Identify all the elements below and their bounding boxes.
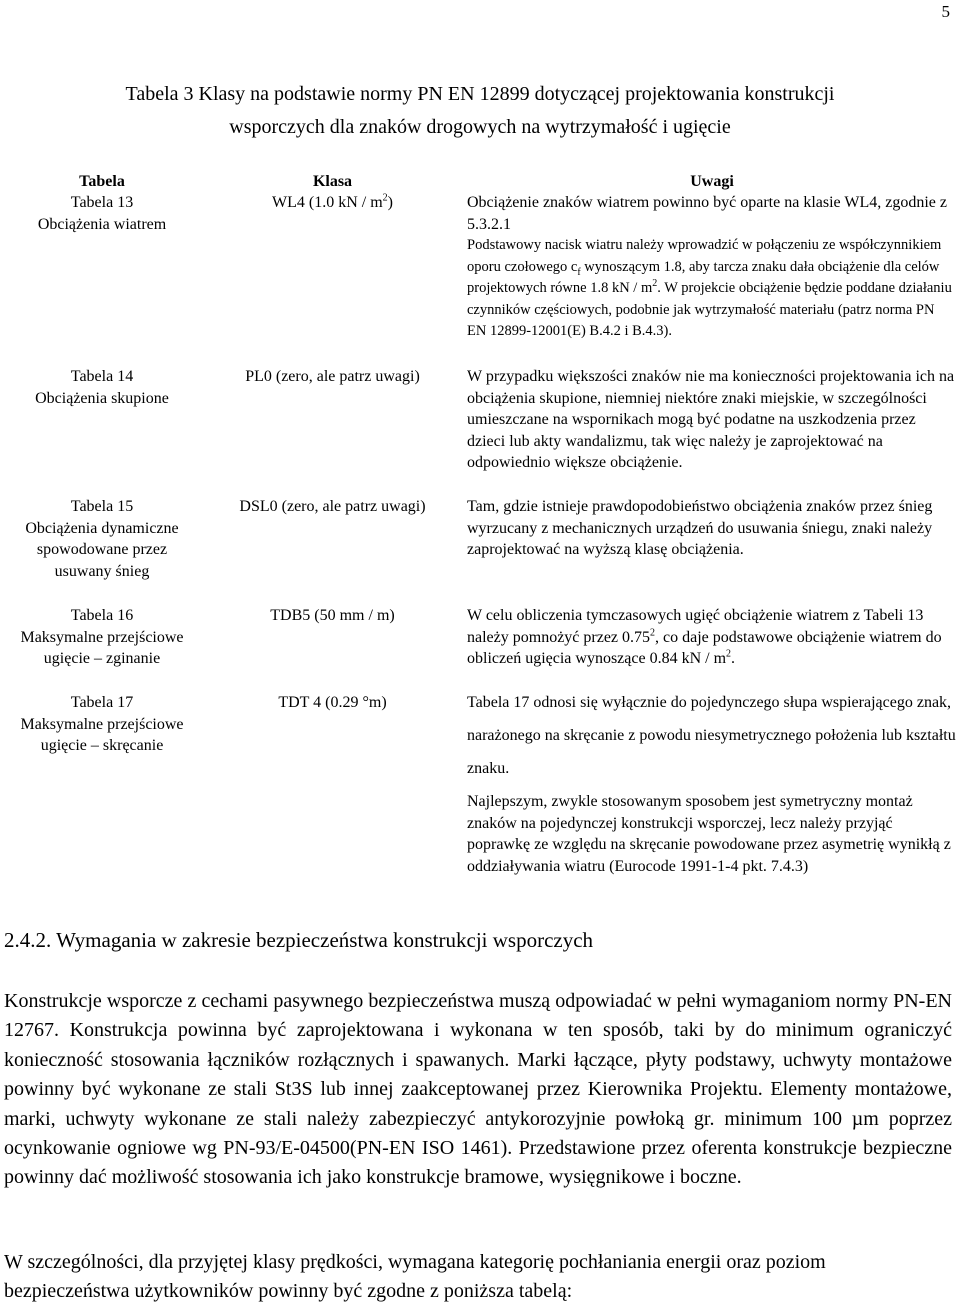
row-13-uwagi-b-text-2: wynoszącym 1.8, aby tarcza znaku dała obciążenie dla celów projektowych równe 1.8 kN / m (467, 258, 940, 296)
row-13-tabela-line-1: Tabela 13 (70, 194, 134, 211)
row-16-klasa: TDB5 (50 mm / m) (270, 607, 395, 624)
row-17-tabela-line-2: Maksymalne przejściowe (20, 715, 184, 733)
row-16-tabela-line-2: Maksymalne przejściowe (20, 628, 184, 646)
row-13-uwagi-b-text-1: Podstawowy nacisk wiatru należy wprowadzić w połączeniu ze współczynnikiem oporu czołowego c (467, 237, 942, 275)
caption-line-1: Tabela 3 Klasy na podstawie normy PN EN 12899 dotyczącej projektowania konstrukcji (125, 83, 835, 105)
row-17-tabela (0, 692, 204, 757)
row-15-klasa: DSL0 (zero, ale patrz uwagi) (239, 498, 426, 515)
row-17-tabela-line-1: Tabela 17 (70, 694, 134, 711)
row-16-uwagi-text-2: , co daje podstawowe obciążenie wiatrem do obliczeń ugięcia wynoszące 0.84 kN / m (467, 628, 942, 667)
row-17-uwagi-a: Tabela 17 odnosi się wyłącznie do pojedynczego słupa wspierającego znak, narażonego na skręcanie z powodu niesymetrycznego położenia lub kształtu znaku. (467, 694, 956, 777)
row-13-klasa-sup: 2 (382, 192, 388, 204)
body-paragraph-2: W szczególności, dla przyjętej klasy prędkości, wymagana kategorię pochłaniania energii oraz poziom bezpieczeństwa użytkowników powinny być zgodne z poniższa tabelą: (4, 1251, 826, 1303)
row-13-uwagi-a (467, 192, 957, 235)
row-16-tabela-line-3: ugięcie – zginanie (43, 650, 161, 667)
row-16-tabela (0, 605, 204, 670)
row-17-tabela-line-3: ugięcie – skręcanie (40, 737, 164, 754)
row-14-klasa: PL0 (zero, ale patrz uwagi) (245, 368, 420, 385)
caption-line-2: wsporczych dla znaków drogowych na wytrzymałość i ugięcie (229, 116, 731, 138)
row-14-tabela (0, 366, 204, 409)
header-tabela: Tabela (79, 173, 125, 190)
row-13-tabela (0, 192, 204, 235)
row-14-tabela-line-1: Tabela 14 (70, 368, 134, 385)
header-uwagi: Uwagi (690, 173, 734, 190)
row-15-tabela-line-3: spowodowane przez (36, 541, 168, 558)
body-paragraph-1: Konstrukcje wsporcze z cechami pasywnego bezpieczeństwa muszą odpowiadać w pełni wymaganiom normy PN-EN 12767. Konstrukcja powinna być zaprojektowana i wykonana w ten sposób, taki by do minimum ograniczyć konieczność stosowania łączników rozłącznych i spawanych. Marki łączące, płyty podstawy, uchwyty montażowe powinny być wykonane ze stali St3S lub innej zaakceptowanej przez Kierownika Projektu. Elementy montażowe, marki, uchwyty wykonane ze stali należy zabezpieczyć antykorozyjnie powłoką gr. minimum 100 µm poprzez ocynkowanie ogniowe wg PN-93/E-04500(PN-EN ISO 1461). Przedstawione przez oferenta konstrukcje bezpieczne powinny dać możliwość stosowania ich jako konstrukcje bramowe, wysięgnikowe i boczne. (4, 990, 952, 1189)
row-13-klasa-text: WL4 (1.0 kN / m (272, 194, 383, 211)
row-15-tabela-line-1: Tabela 15 (70, 498, 134, 515)
row-17-klasa: TDT 4 (0.29 °m) (278, 694, 387, 711)
header-klasa: Klasa (312, 173, 353, 190)
row-13-uwagi-a-text: Obciążenie znaków wiatrem powinno być oparte na klasie WL4, zgodnie z 5.3.2.1 (467, 194, 947, 233)
row-16-uwagi (467, 605, 957, 670)
row-15-tabela-line-2: Obciążenia dynamiczne (25, 519, 179, 537)
row-16-tabela-line-1: Tabela 16 (70, 607, 134, 624)
page-number: 5 (941, 2, 950, 21)
row-13-uwagi-b (467, 235, 957, 343)
row-15-tabela-line-4: usuwany śnieg (54, 562, 150, 580)
row-16-uwagi-text-1: W celu obliczenia tymczasowych ugięć obciążenie wiatrem z Tabeli 13 należy pomnożyć przez 0.75 (467, 607, 924, 646)
row-13-uwagi-b-text-3: . W projekcie obciążenie będzie poddane działaniu czynników częściowych, podobnie jak wytrzymałość materiału (patrz norma PN EN 12899-12001(E) B.4.2 i B.4.3). (467, 280, 952, 339)
row-13-klasa (205, 192, 460, 214)
row-14-uwagi: W przypadku większości znaków nie ma konieczności projektowania ich na obciążenia skupione, niemniej niektóre znaki miejskie, w szczególności umieszczane na wspornikach mogą być podatne na uszkodzenia przez dzieci lub akty wandalizmu, tak więc należy je zaprojektować na odpowiednio większe obciążenie. (467, 368, 955, 471)
row-16-uwagi-sup-1: 2 (650, 627, 656, 639)
row-16-uwagi-sup-2: 2 (726, 648, 732, 660)
row-14-tabela-line-2: Obciążenia skupione (35, 389, 169, 407)
row-13-uwagi-b-sub: f (577, 266, 581, 278)
row-17-uwagi-b: Najlepszym, zwykle stosowanym sposobem jest symetryczny montaż znaków na pojedynczej konstrukcji wsporczej, lecz należy przyjąć poprawkę ze względu na skręcanie powodowane przez asymetrię wynikłą z oddziaływania wiatru (Eurocode 1991-1-4 pkt. 7.4.3) (467, 793, 951, 875)
row-15-tabela (0, 496, 204, 582)
row-15-uwagi: Tam, gdzie istnieje prawdopodobieństwo obciążenia znaków przez śnieg wyrzucany z mechanicznych urządzeń do usuwania śniegu, znaki należy zaprojektować na wyższą klasę obciążenia. (467, 498, 933, 558)
row-13-klasa-close: ) (387, 194, 393, 211)
section-heading: 2.4.2. Wymagania w zakresie bezpieczeństwa konstrukcji wsporczych (4, 928, 594, 952)
row-13-tabela-line-2: Obciążenia wiatrem (37, 215, 167, 233)
row-16-uwagi-text-3: . (731, 650, 736, 667)
row-13-uwagi-b-sup: 2 (652, 278, 658, 290)
table-caption (0, 78, 960, 144)
